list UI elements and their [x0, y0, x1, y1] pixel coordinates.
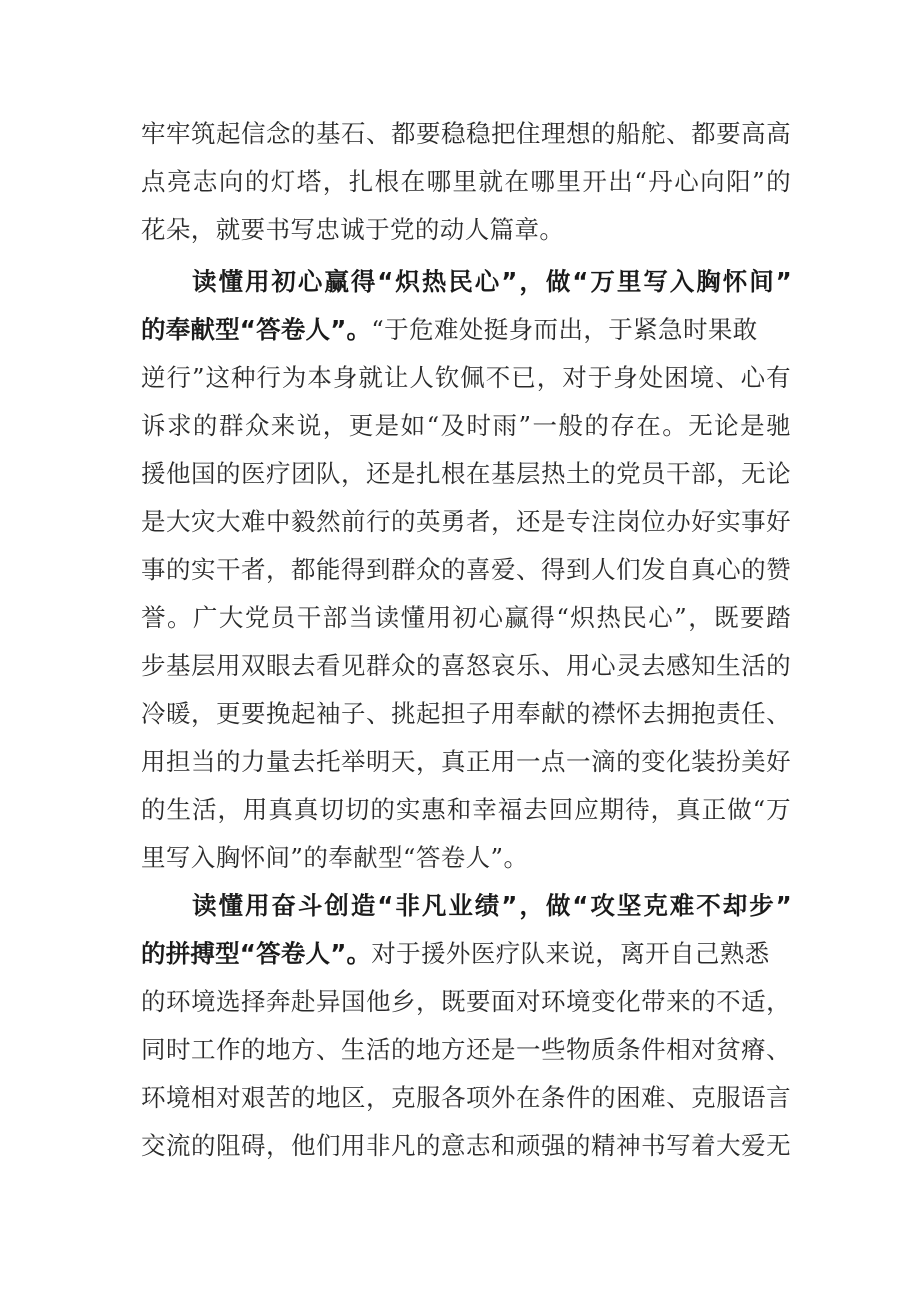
paragraph-2-line-7: 步基层用双眼去看见群众的喜怒哀乐、用心灵去感知生活的 [141, 651, 791, 680]
paragraph-2-line-11: 里写入胸怀间”的奉献型“答卷人”。 [141, 843, 529, 872]
paragraph-2-line-9: 用担当的力量去托举明天，真正用一点一滴的变化装扮美好 [141, 747, 791, 776]
paragraph-1-line-3: 花朵，就要书写忠诚于党的动人篇章。 [141, 215, 565, 244]
paragraph-2-line-2: 诉求的群众来说，更是如“及时雨”一般的存在。无论是驰 [141, 411, 791, 440]
paragraph-2-heading-bold: 的奉献型“答卷人”。 [141, 315, 372, 344]
paragraph-3-heading-line-1: 读懂用奋斗创造“非凡业绩”，做“攻坚克难不却步” [192, 891, 792, 920]
paragraph-2-line-4: 是大灾大难中毅然前行的英勇者，还是专注岗位办好实事好 [141, 507, 791, 536]
paragraph-2-line-3: 援他国的医疗团队，还是扎根在基层热土的党员干部，无论 [141, 459, 791, 488]
paragraph-2-heading-line-2 [141, 310, 791, 350]
paragraph-2-line-1: 逆行”这种行为本身就让人钦佩不已，对于身处困境、心有 [141, 363, 791, 392]
paragraph-3-line-3: 环境相对艰苦的地区，克服各项外在条件的困难、克服语言 [141, 1083, 791, 1112]
paragraph-3-line-4: 交流的阻碍，他们用非凡的意志和顽强的精神书写着大爱无 [141, 1131, 791, 1160]
paragraph-3-line-1: 的环境选择奔赴异国他乡，既要面对环境变化带来的不适， [141, 987, 791, 1016]
paragraph-2-line-8: 冷暖，更要挽起袖子、挑起担子用奉献的襟怀去拥抱责任、 [141, 699, 791, 728]
paragraph-1-line-2: 点亮志向的灯塔，扎根在哪里就在哪里开出“丹心向阳”的 [141, 167, 791, 196]
paragraph-3-heading-line-2 [141, 934, 791, 974]
paragraph-3-heading-rest: 对于援外医疗队来说，离开自己熟悉 [371, 939, 770, 968]
paragraph-3-heading-bold: 的拼搏型“答卷人”。 [141, 939, 372, 968]
paragraph-2-heading-rest: “于危难处挺身而出，于紧急时果敢 [371, 315, 758, 344]
paragraph-1-line-1: 牢牢筑起信念的基石、都要稳稳把住理想的船舵、都要高高 [141, 119, 791, 148]
paragraph-2-line-10: 的生活，用真真切切的实惠和幸福去回应期待，真正做“万 [141, 795, 791, 824]
paragraph-2-heading-line-1: 读懂用初心赢得“炽热民心”，做“万里写入胸怀间” [192, 267, 792, 296]
paragraph-3-line-2: 同时工作的地方、生活的地方还是一些物质条件相对贫瘠、 [141, 1035, 791, 1064]
paragraph-2-line-6: 誉。广大党员干部当读懂用初心赢得“炽热民心”，既要踏 [141, 603, 791, 632]
paragraph-2-line-5: 事的实干者，都能得到群众的喜爱、得到人们发自真心的赞 [141, 555, 791, 584]
